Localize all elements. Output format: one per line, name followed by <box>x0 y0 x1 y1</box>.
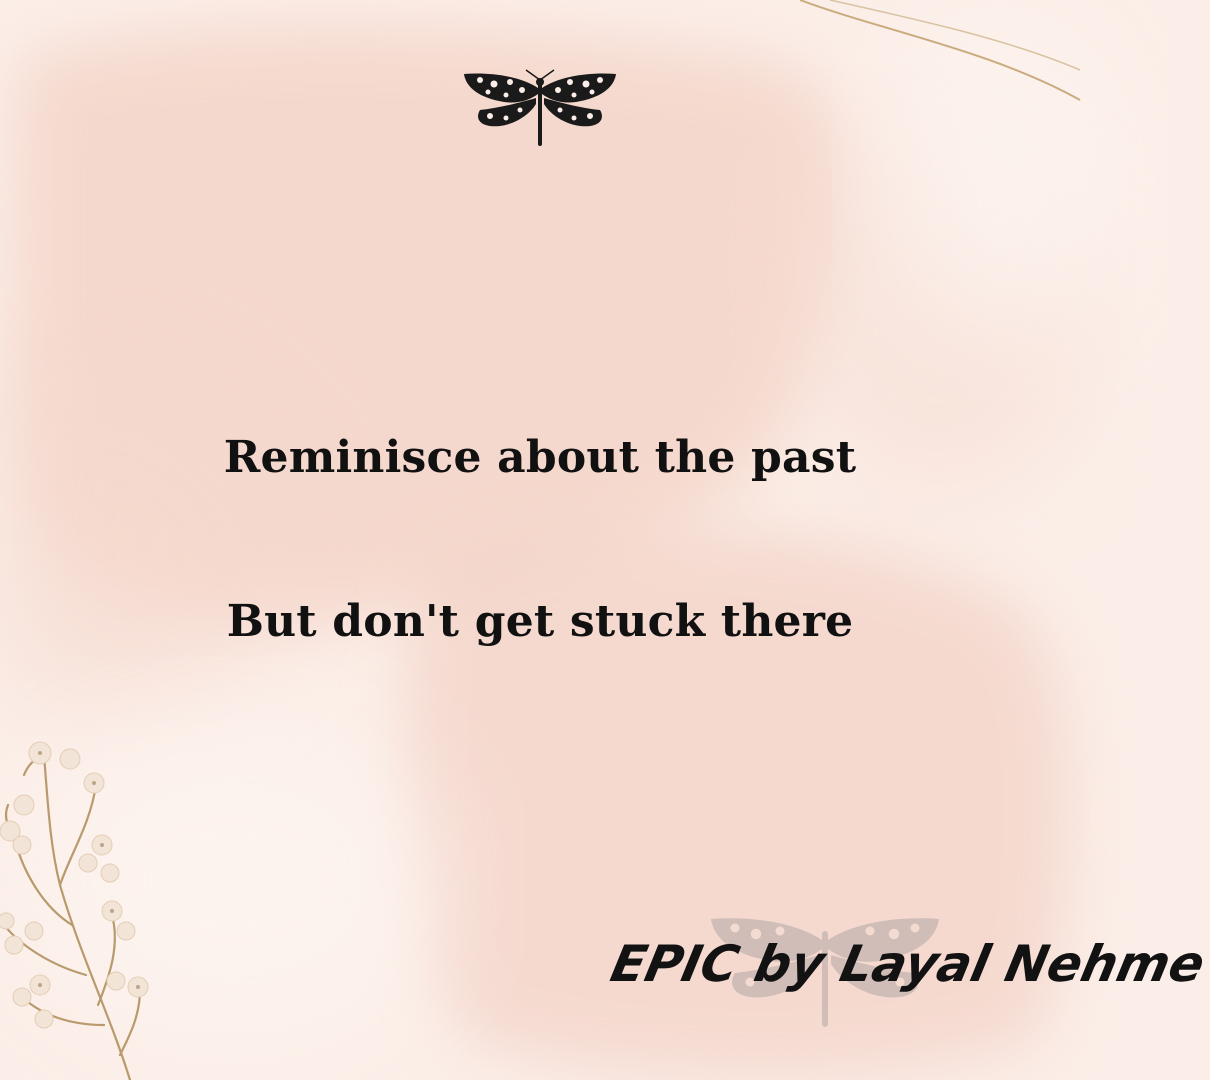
gold-lines-icon <box>760 0 1080 120</box>
quote-line-1: Reminisce about the past <box>223 432 857 483</box>
moth-icon <box>460 68 620 148</box>
berry-sprig-icon <box>0 735 170 1080</box>
quote-line-2: But don't get stuck there <box>226 596 854 647</box>
signature: EPIC by Layal Nehme <box>605 935 1210 993</box>
